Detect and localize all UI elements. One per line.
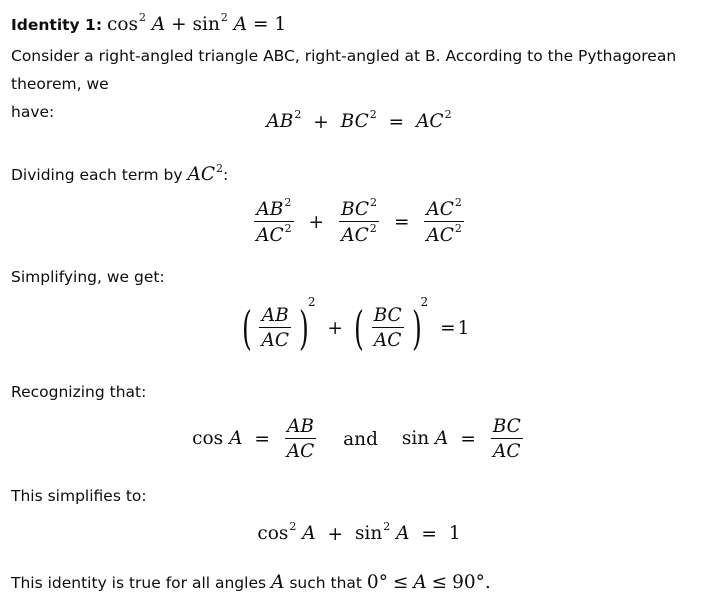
heading-formula: $\cos^2 A + \sin^2 A = 1$ — [106, 11, 287, 36]
fraction-ab-ac: $\frac{AB^2}{AC^2}$ — [256, 196, 292, 247]
final-identity: $\cos^2 A + \sin^2 A = 1$ — [257, 520, 461, 545]
conclusion-text: This identity is true for all angles A such that 0° ≤ A ≤ 90°. — [11, 572, 491, 593]
identity-heading — [11, 6, 286, 39]
pythagoras-equation: $AB^2 + BC^2 = AC^2$ — [266, 108, 452, 133]
fraction-bc-ac: $\frac{BC^2}{AC^2}$ — [340, 196, 378, 247]
step-simplifies-text: This simplifies to: — [11, 487, 147, 505]
intro-line-1: Consider a right-angled triangle ABC, right-angled at B. According to the Pythagorean theorem, we — [11, 47, 677, 93]
identity-label: Identity 1: — [11, 16, 103, 35]
intro-line-2: have: — [11, 103, 55, 121]
step-simplify-text: Simplifying, we get: — [11, 268, 165, 286]
trig-definitions: cos A = $\frac{AB}{AC}$ and sin A = $\frac{BC}{AC}$ — [192, 416, 521, 462]
step-divide-text: Dividing each term by $AC^2$: — [11, 162, 229, 186]
divided-equation: $\frac{AB^2}{AC^2}$ + $\frac{BC^2}{AC^2}$ = $\frac{AC^2}{AC^2}$ — [256, 196, 462, 247]
fraction-ac-ac: $\frac{AC^2}{AC^2}$ — [426, 196, 462, 247]
step-recognize-text: Recognizing that: — [11, 383, 147, 401]
ratio-squared-equation: ( $\frac{AB}{AC}$ )2 + ( $\frac{BC}{AC}$ )2 = 1 — [241, 295, 470, 355]
